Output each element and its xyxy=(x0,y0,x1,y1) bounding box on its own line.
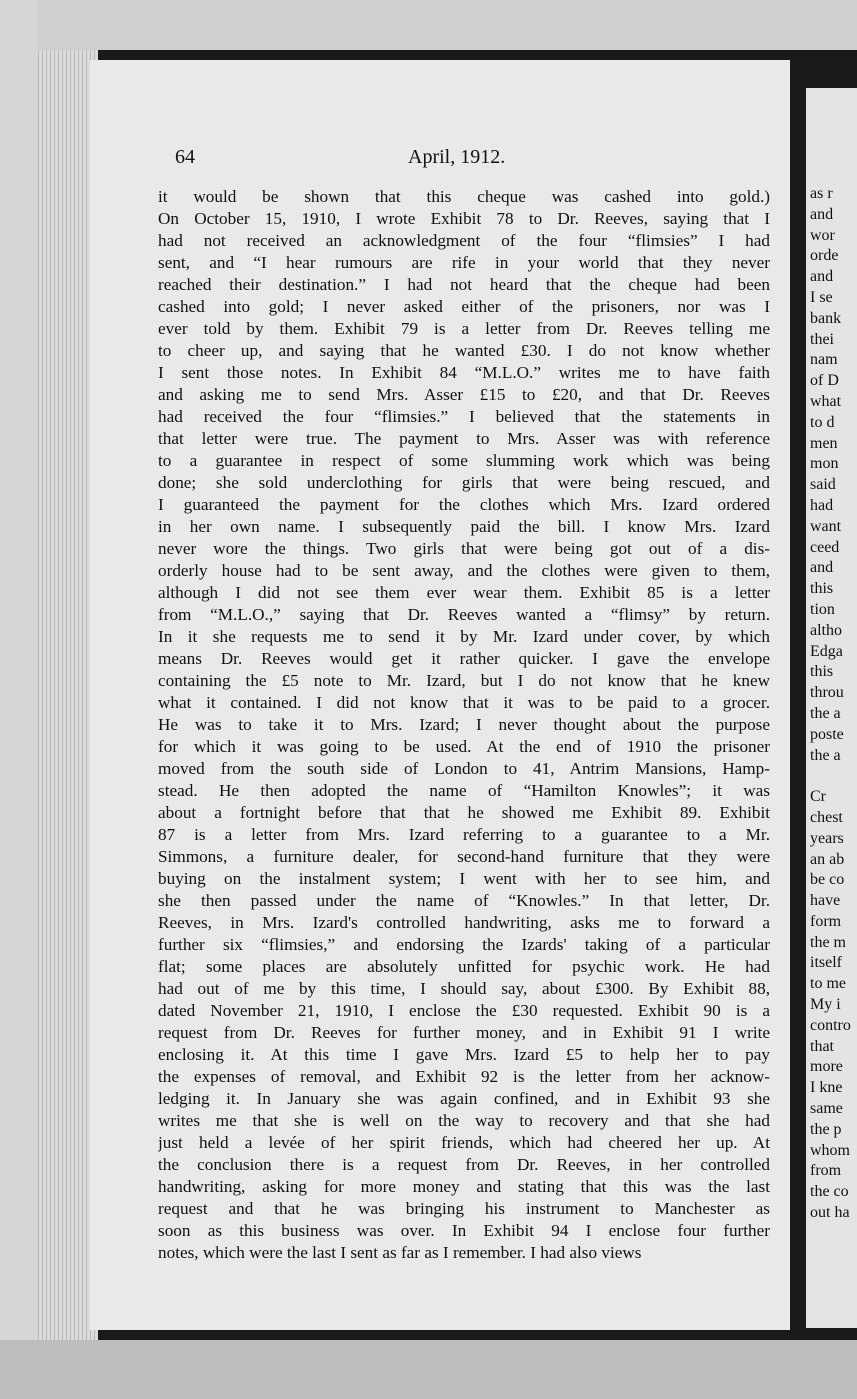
text-line: orderly house had to be sent away, and the clothes were given to them, xyxy=(158,561,770,580)
text-line: dated November 21, 1910, I enclose the £30 requested. Exhibit 90 is a xyxy=(158,1001,770,1020)
scan-left-margin xyxy=(0,0,38,1399)
facing-text-fragment: altho xyxy=(810,621,842,639)
text-line: soon as this business was over. In Exhibit 94 I enclose four further xyxy=(158,1221,770,1240)
text-line: for which it was going to be used. At the end of 1910 the prisoner xyxy=(158,737,770,756)
text-line: the conclusion there is a request from Dr. Reeves, in her controlled xyxy=(158,1155,770,1174)
text-line: flat; some places are absolutely unfitted for psychic work. He had xyxy=(158,957,770,976)
text-line: further six “flimsies,” and endorsing the Izards' taking of a particular xyxy=(158,935,770,954)
text-line: notes, which were the last I sent as far as I remember. I had also views xyxy=(158,1243,642,1262)
facing-text-fragment: as r xyxy=(810,185,833,202)
facing-text-fragment: My i xyxy=(810,996,841,1014)
text-line: just held a levée of her spirit friends, which had cheered her up. At xyxy=(158,1133,770,1152)
text-line: I guaranteed the payment for the clothes which Mrs. Izard ordered xyxy=(158,495,770,514)
facing-text-fragment: of D xyxy=(810,372,839,390)
facing-text-fragment: the a xyxy=(810,746,841,764)
text-line: about a fortnight before that that he showed me Exhibit 89. Exhibit xyxy=(158,803,770,822)
running-head: April, 1912. xyxy=(408,146,506,168)
text-line: He was to take it to Mrs. Izard; I never thought about the purpose xyxy=(158,715,770,734)
facing-text-fragment: this xyxy=(810,663,834,681)
facing-text-fragment: thei xyxy=(810,330,834,348)
facing-text-fragment: I se xyxy=(810,288,833,306)
facing-text-fragment: men xyxy=(810,434,838,452)
facing-text-fragment: more xyxy=(810,1058,843,1076)
text-line: had out of me by this time, I should say, about £300. By Exhibit 88, xyxy=(158,979,770,998)
scan-top-margin xyxy=(0,0,857,50)
facing-text-fragment: to me xyxy=(810,975,846,993)
text-line: moved from the south side of London to 41, Antrim Mansions, Hamp- xyxy=(158,759,770,778)
facing-text-fragment: the co xyxy=(810,1183,849,1201)
facing-text-fragment: tion xyxy=(810,600,835,618)
text-line: she then passed under the name of “Knowles.” In that letter, Dr. xyxy=(158,891,770,910)
text-line: ever told by them. Exhibit 79 is a letter from Dr. Reeves telling me xyxy=(158,319,770,338)
text-line: containing the £5 note to Mr. Izard, but I do not know that he knew xyxy=(158,671,770,690)
facing-text-fragment: from xyxy=(810,1162,842,1180)
facing-text-fragment: and xyxy=(810,205,834,223)
text-line: handwriting, asking for more money and stating that this was the last xyxy=(158,1177,770,1196)
text-line: sent, and “I hear rumours are rife in your world that they never xyxy=(158,253,770,272)
facing-text-fragment: to d xyxy=(810,413,835,431)
text-line: and asking me to send Mrs. Asser £15 to £20, and that Dr. Reeves xyxy=(158,385,770,404)
text-line: although I did not see them ever wear them. Exhibit 85 is a letter xyxy=(158,583,770,602)
facing-text-fragment: and xyxy=(810,268,834,286)
facing-text-fragment: throu xyxy=(810,684,844,702)
facing-text-fragment: whom xyxy=(810,1141,850,1159)
facing-text-fragment: poste xyxy=(810,725,844,743)
facing-page-lines xyxy=(806,184,851,1224)
facing-text-fragment: form xyxy=(810,912,842,930)
facing-text-fragment: this xyxy=(810,580,834,598)
text-line: 87 is a letter from Mrs. Izard referring to a guarantee to a Mr. xyxy=(158,825,770,844)
text-line: cashed into gold; I never asked either of the prisoners, nor was I xyxy=(158,297,770,316)
facing-text-fragment: Cr xyxy=(810,788,826,806)
facing-text-fragment: what xyxy=(810,392,842,410)
text-line: it would be shown that this cheque was cashed into gold.) xyxy=(158,187,770,206)
facing-page xyxy=(806,88,857,1328)
text-line: means Dr. Reeves would get it rather quicker. I gave the envelope xyxy=(158,649,770,668)
text-line: done; she sold underclothing for girls that were being rescued, and xyxy=(158,473,770,492)
text-line: to cheer up, and saying that he wanted £30. I do not know whether xyxy=(158,341,770,360)
text-line: request and that he was bringing his instrument to Manchester as xyxy=(158,1199,770,1218)
facing-text-fragment: years xyxy=(810,829,844,847)
facing-text-fragment: I kne xyxy=(810,1079,843,1097)
text-line: the expenses of removal, and Exhibit 92 is the letter from her acknow- xyxy=(158,1067,770,1086)
facing-text-fragment: chest xyxy=(810,808,843,826)
body-text xyxy=(158,186,770,1264)
facing-text-fragment: same xyxy=(810,1100,843,1118)
facing-text-fragment: contro xyxy=(810,1016,851,1034)
facing-text-fragment xyxy=(806,766,851,787)
facing-text-fragment: ceed xyxy=(810,538,840,556)
text-line: had not received an acknowledgment of the four “flimsies” I had xyxy=(158,231,770,250)
facing-text-fragment: the a xyxy=(810,704,841,722)
text-line: had received the four “flimsies.” I believed that the statements in xyxy=(158,407,770,426)
text-line: from “M.L.O.,” saying that Dr. Reeves wanted a “flimsy” by return. xyxy=(158,605,770,624)
text-line: writes me that she is well on the way to recovery and that she had xyxy=(158,1111,770,1130)
text-line: I sent those notes. In Exhibit 84 “M.L.O.” writes me to have faith xyxy=(158,363,770,382)
facing-text-fragment: the m xyxy=(810,933,846,951)
facing-text-fragment: be co xyxy=(810,871,845,889)
facing-text-fragment: the p xyxy=(810,1120,842,1138)
text-line: Reeves, in Mrs. Izard's controlled handwriting, asks me to forward a xyxy=(158,913,770,932)
text-line: Simmons, a furniture dealer, for second-hand furniture that they were xyxy=(158,847,770,866)
facing-text-fragment: mon xyxy=(810,455,839,473)
book-page-edges xyxy=(38,50,98,1340)
facing-text-fragment: orde xyxy=(810,247,839,265)
text-line: In it she requests me to send it by Mr. Izard under cover, by which xyxy=(158,627,770,646)
text-line: ledging it. In January she was again confined, and in Exhibit 93 she xyxy=(158,1089,770,1108)
scan-bottom-margin xyxy=(0,1340,857,1399)
facing-text-fragment: bank xyxy=(810,309,842,327)
facing-text-fragment: wor xyxy=(810,226,835,244)
facing-text-fragment: said xyxy=(810,476,836,494)
text-line: On October 15, 1910, I wrote Exhibit 78 to Dr. Reeves, saying that I xyxy=(158,209,770,228)
text-line: never wore the things. Two girls that were being got out of a dis- xyxy=(158,539,770,558)
text-line: stead. He then adopted the name of “Hamilton Knowles”; it was xyxy=(158,781,770,800)
facing-text-fragment: itself xyxy=(810,954,842,972)
text-line: in her own name. I subsequently paid the bill. I know Mrs. Izard xyxy=(158,517,770,536)
page-number: 64 xyxy=(175,146,195,168)
text-line: enclosing it. At this time I gave Mrs. Izard £5 to help her to pay xyxy=(158,1045,770,1064)
facing-text-fragment: an ab xyxy=(810,850,845,868)
text-line: what it contained. I did not know that it was to be paid to a grocer. xyxy=(158,693,770,712)
facing-text-fragment: that xyxy=(810,1037,834,1055)
text-line: to a guarantee in respect of some slumming work which was being xyxy=(158,451,770,470)
facing-text-fragment: and xyxy=(810,559,834,577)
text-line: request from Dr. Reeves for further money, and in Exhibit 91 I write xyxy=(158,1023,770,1042)
facing-text-fragment: nam xyxy=(810,351,838,369)
text-line: reached their destination.” I had not heard that the cheque had been xyxy=(158,275,770,294)
facing-text-fragment: Edga xyxy=(810,642,843,660)
facing-text-fragment: want xyxy=(810,517,842,535)
facing-text-fragment: out ha xyxy=(810,1204,850,1222)
facing-text-fragment: had xyxy=(810,496,834,514)
text-line: buying on the instalment system; I went with her to see him, and xyxy=(158,869,770,888)
text-line: that letter were true. The payment to Mrs. Asser was with reference xyxy=(158,429,770,448)
facing-text-fragment: have xyxy=(810,892,841,910)
